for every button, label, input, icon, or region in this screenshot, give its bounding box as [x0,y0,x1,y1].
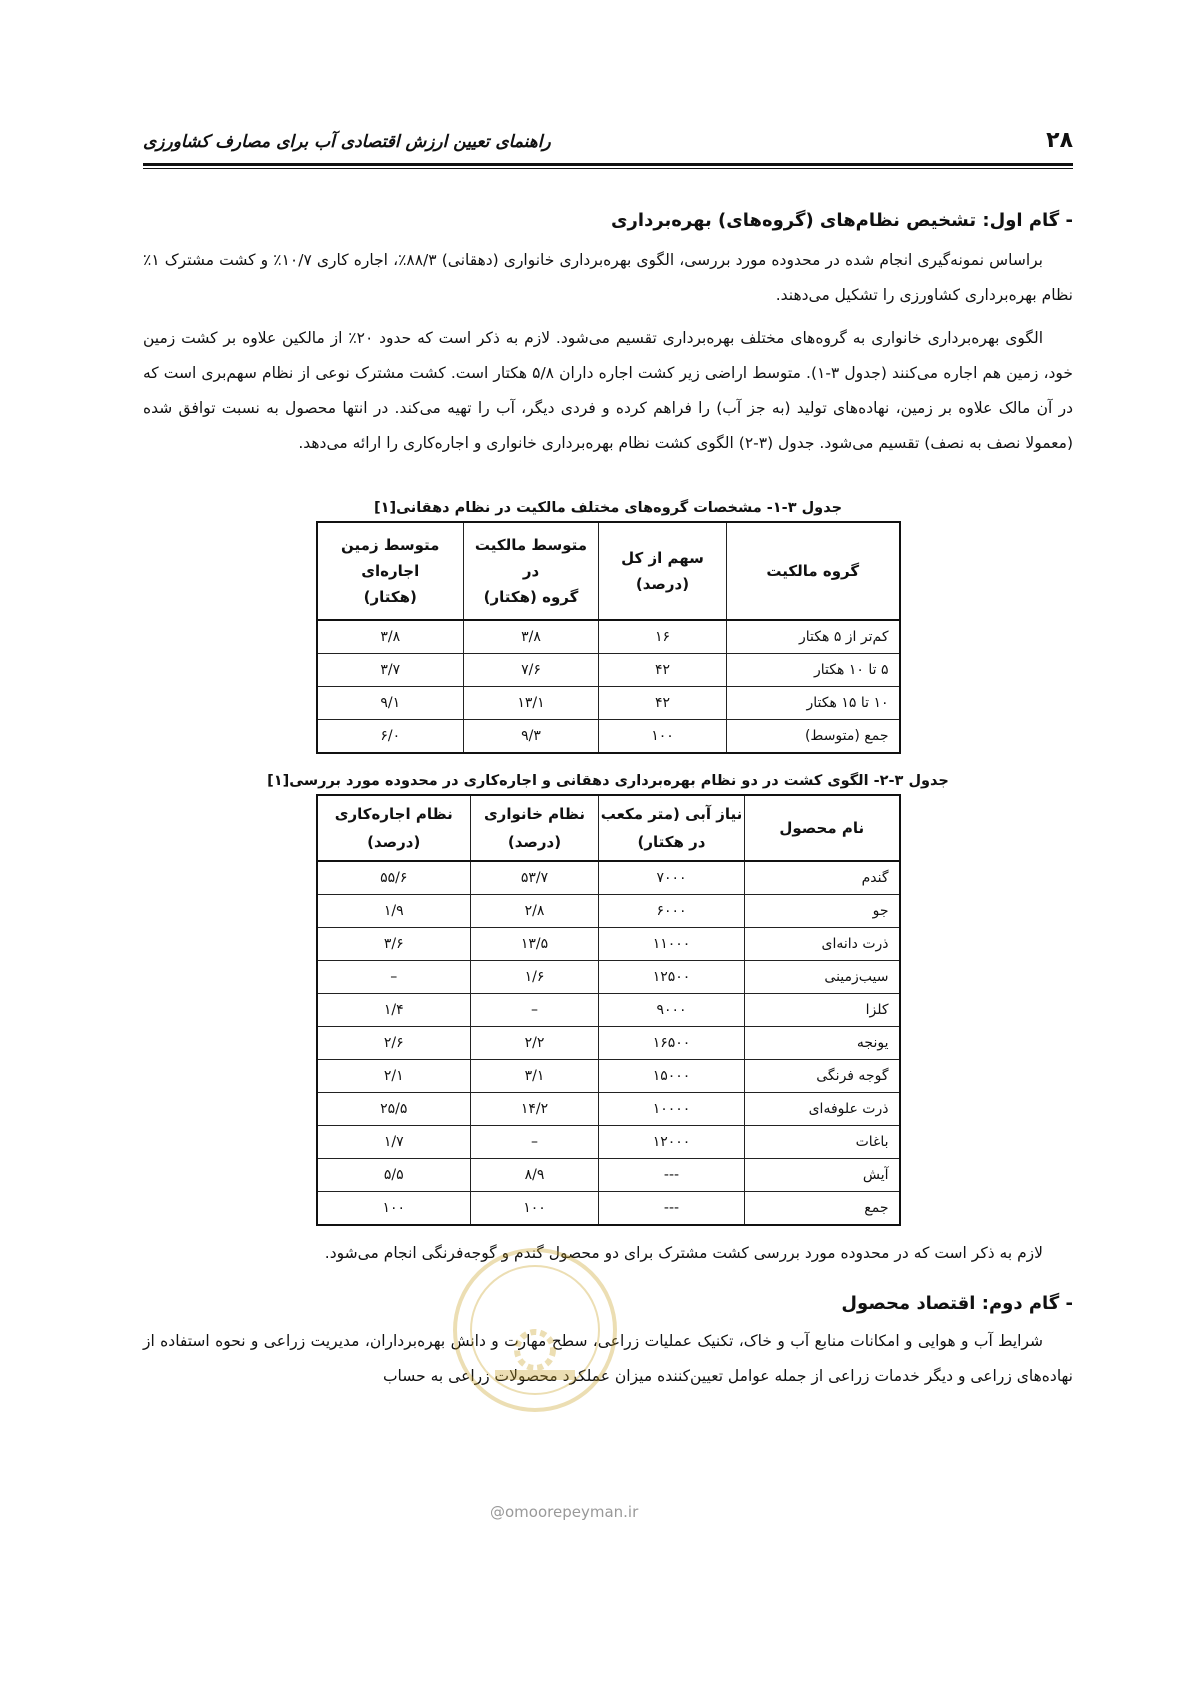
table1-header-cell [317,522,464,620]
table2-header-text: نظام خانواری [483,805,586,823]
row-label-cell: کلزا [745,994,900,1027]
table2-header-text: نام محصول [779,819,865,837]
section2-heading: - گام دوم: اقتصاد محصول [841,1293,1073,1314]
table-row [317,1126,900,1159]
value-cell: ۱۰۰ [317,1192,471,1226]
table2-header-text: در هکتار) [637,833,706,851]
row-label-cell: آیش [745,1159,900,1192]
value-cell: ۶/۰ [317,720,464,754]
value-cell: ۴۲ [599,687,727,720]
table-row [317,994,900,1027]
value-cell: – [317,961,471,994]
value-cell: ۶۰۰۰ [599,895,745,928]
section1-paragraph-2: الگوی بهره‌برداری خانواری به گروه‌های مختلف بهره‌برداری تقسیم می‌شود. لازم به ذکر است که حدود ۲۰٪ از مالکین علاوه بر کشت زمین خود، زمین هم اجاره می‌کنند (جدول ۳-۱). متوسط اراضی زیر کشت اجاره داران ۵/۸ هکتار است. کشت مشترک نوعی از نظام سهم‌بری است که در آن مالک علاوه بر زمین، نهاده‌های تولید (به جز آب) را فراهم کرده و فردی دیگر، آب را تهیه می‌کند. در انتها محصول به نسبت توافق شده (معمولا نصف به نصف) تقسیم می‌شود. جدول (۳-۲) الگوی کشت نظام بهره‌برداری خانواری و اجاره‌کاری را ارائه می‌دهد. [143,329,1073,452]
row-label-cell: یونجه [745,1027,900,1060]
table1-header-text: متوسط زمین [341,536,440,554]
table1-header-text: اجاره‌ای [361,562,420,580]
value-cell: ۳/۸ [317,620,464,654]
value-cell: --- [599,1192,745,1226]
value-cell: ۱/۴ [317,994,471,1027]
watermark-site: @omoorepeyman.ir [490,1503,639,1521]
header-rule-thick [143,163,1073,166]
value-cell: ۹/۳ [464,720,599,754]
table2-header-text: نظام اجاره‌کاری [334,805,453,823]
section1-heading: - گام اول: تشخیص نظام‌های (گروه‌های) بهره‌برداری [611,210,1073,231]
value-cell: ۱۶۵۰۰ [599,1027,745,1060]
value-cell: ۱۲۰۰۰ [599,1126,745,1159]
table2-header-cell [317,795,471,861]
table-row [317,1093,900,1126]
row-label-cell: ۵ تا ۱۰ هکتار [727,654,900,687]
table-row [317,1192,900,1226]
row-label-cell: جمع (متوسط) [727,720,900,754]
table-row [317,687,900,720]
value-cell: ۱۰۰۰۰ [599,1093,745,1126]
value-cell: ۲/۶ [317,1027,471,1060]
page-header [143,128,1073,166]
row-label-cell: سیب‌زمینی [745,961,900,994]
row-label-cell: گندم [745,861,900,895]
value-cell: ۴۲ [599,654,727,687]
table2-block [143,768,1073,1226]
row-label-cell: باغات [745,1126,900,1159]
page-number: ۲۸ [1046,128,1073,153]
page-content [143,210,1073,1394]
section2-paragraph: شرایط آب و هوایی و امکانات منابع آب و خاک، تکنیک عملیات زراعی، سطح مهارت و دانش بهره‌برداران، مدیریت زراعی و نحوه استفاده از نهاده‌های زراعی و دیگر خدمات زراعی از جمله عوامل تعیین‌کننده میزان عملکرد محصولات زراعی به حساب [143,1332,1073,1385]
running-title: راهنمای تعیین ارزش اقتصادی آب برای مصارف کشاورزی [143,132,551,152]
value-cell: ۵۳/۷ [471,861,599,895]
value-cell: ۱۰۰ [599,720,727,754]
table1-header-cell [464,522,599,620]
value-cell: ۵/۵ [317,1159,471,1192]
value-cell: ۳/۸ [464,620,599,654]
value-cell: – [471,1126,599,1159]
value-cell: ۲/۱ [317,1060,471,1093]
table-row [317,928,900,961]
table-row [317,1027,900,1060]
table2-header-text: (درصد) [507,833,562,851]
value-cell: ۹۰۰۰ [599,994,745,1027]
row-label-cell: ذرت علوفه‌ای [745,1093,900,1126]
table2-header-cell [745,795,900,861]
row-label-cell: گوجه فرنگی [745,1060,900,1093]
value-cell: – [471,994,599,1027]
value-cell: ۱/۷ [317,1126,471,1159]
table1-header-text: (درصد) [635,575,690,593]
value-cell: --- [599,1159,745,1192]
table2-header-row [317,795,900,861]
value-cell: ۵۵/۶ [317,861,471,895]
section1-paragraph-1: براساس نمونه‌گیری انجام شده در محدوده مورد بررسی، الگوی بهره‌برداری خانواری (دهقانی) ۸۸/۳٪، اجاره کاری ۱۰/۷٪ و کشت مشترک ۱٪ نظام بهره‌برداری کشاورزی را تشکیل می‌دهند. [143,251,1073,304]
value-cell: ۱۵۰۰۰ [599,1060,745,1093]
note-paragraph: لازم به ذکر است که در محدوده مورد بررسی کشت مشترک برای دو محصول گندم و گوجه‌فرنگی انجام می‌شود. [324,1244,1043,1262]
value-cell: ۲/۲ [471,1027,599,1060]
table1-header-text: متوسط مالکیت در [474,536,588,580]
table-row [317,654,900,687]
value-cell: ۱/۹ [317,895,471,928]
value-cell: ۱۲۵۰۰ [599,961,745,994]
row-label-cell: ذرت دانه‌ای [745,928,900,961]
value-cell: ۹/۱ [317,687,464,720]
table2-header-cell [471,795,599,861]
table1-header-text: گروه مالکیت [766,562,860,580]
value-cell: ۱۰۰ [471,1192,599,1226]
table1-header-cell [599,522,727,620]
table1-header-text: (هکتار) [363,588,417,606]
value-cell: ۷/۶ [464,654,599,687]
value-cell: ۱۳/۵ [471,928,599,961]
watermark-logo [450,1245,620,1415]
table-row [317,1060,900,1093]
value-cell: ۳/۱ [471,1060,599,1093]
table-row [317,895,900,928]
table1-header-cell [727,522,900,620]
value-cell: ۱۱۰۰۰ [599,928,745,961]
table1-header-row [317,522,900,620]
value-cell: ۳/۶ [317,928,471,961]
table2-caption: جدول ۳-۲- الگوی کشت در دو نظام بهره‌برداری دهقانی و اجاره‌کاری در محدوده مورد بررسی[۱] [267,773,949,789]
table-row [317,961,900,994]
value-cell: ۱۶ [599,620,727,654]
table-row [317,720,900,754]
table1 [316,521,901,754]
table1-header-text: گروه (هکتار) [483,588,579,606]
row-label-cell: جمع [745,1192,900,1226]
value-cell: ۳/۷ [317,654,464,687]
value-cell: ۸/۹ [471,1159,599,1192]
table1-block [143,495,1073,754]
value-cell: ۷۰۰۰ [599,861,745,895]
header-rule-thin [143,168,1073,169]
value-cell: ۱۳/۱ [464,687,599,720]
table2 [316,794,901,1226]
table1-caption: جدول ۳-۱- مشخصات گروه‌های مختلف مالکیت در نظام دهقانی[۱] [373,500,843,516]
table2-header-text: (درصد) [367,833,421,851]
value-cell: ۱۴/۲ [471,1093,599,1126]
value-cell: ۲۵/۵ [317,1093,471,1126]
row-label-cell: جو [745,895,900,928]
row-label-cell: کم‌تر از ۵ هکتار [727,620,900,654]
value-cell: ۱/۶ [471,961,599,994]
table1-header-text: سهم از کل [621,549,704,567]
table-row [317,620,900,654]
table-row [317,1159,900,1192]
table2-header-text: نیاز آبی (متر مکعب [600,805,743,823]
table-row [317,861,900,895]
table2-header-cell [599,795,745,861]
row-label-cell: ۱۰ تا ۱۵ هکتار [727,687,900,720]
value-cell: ۲/۸ [471,895,599,928]
